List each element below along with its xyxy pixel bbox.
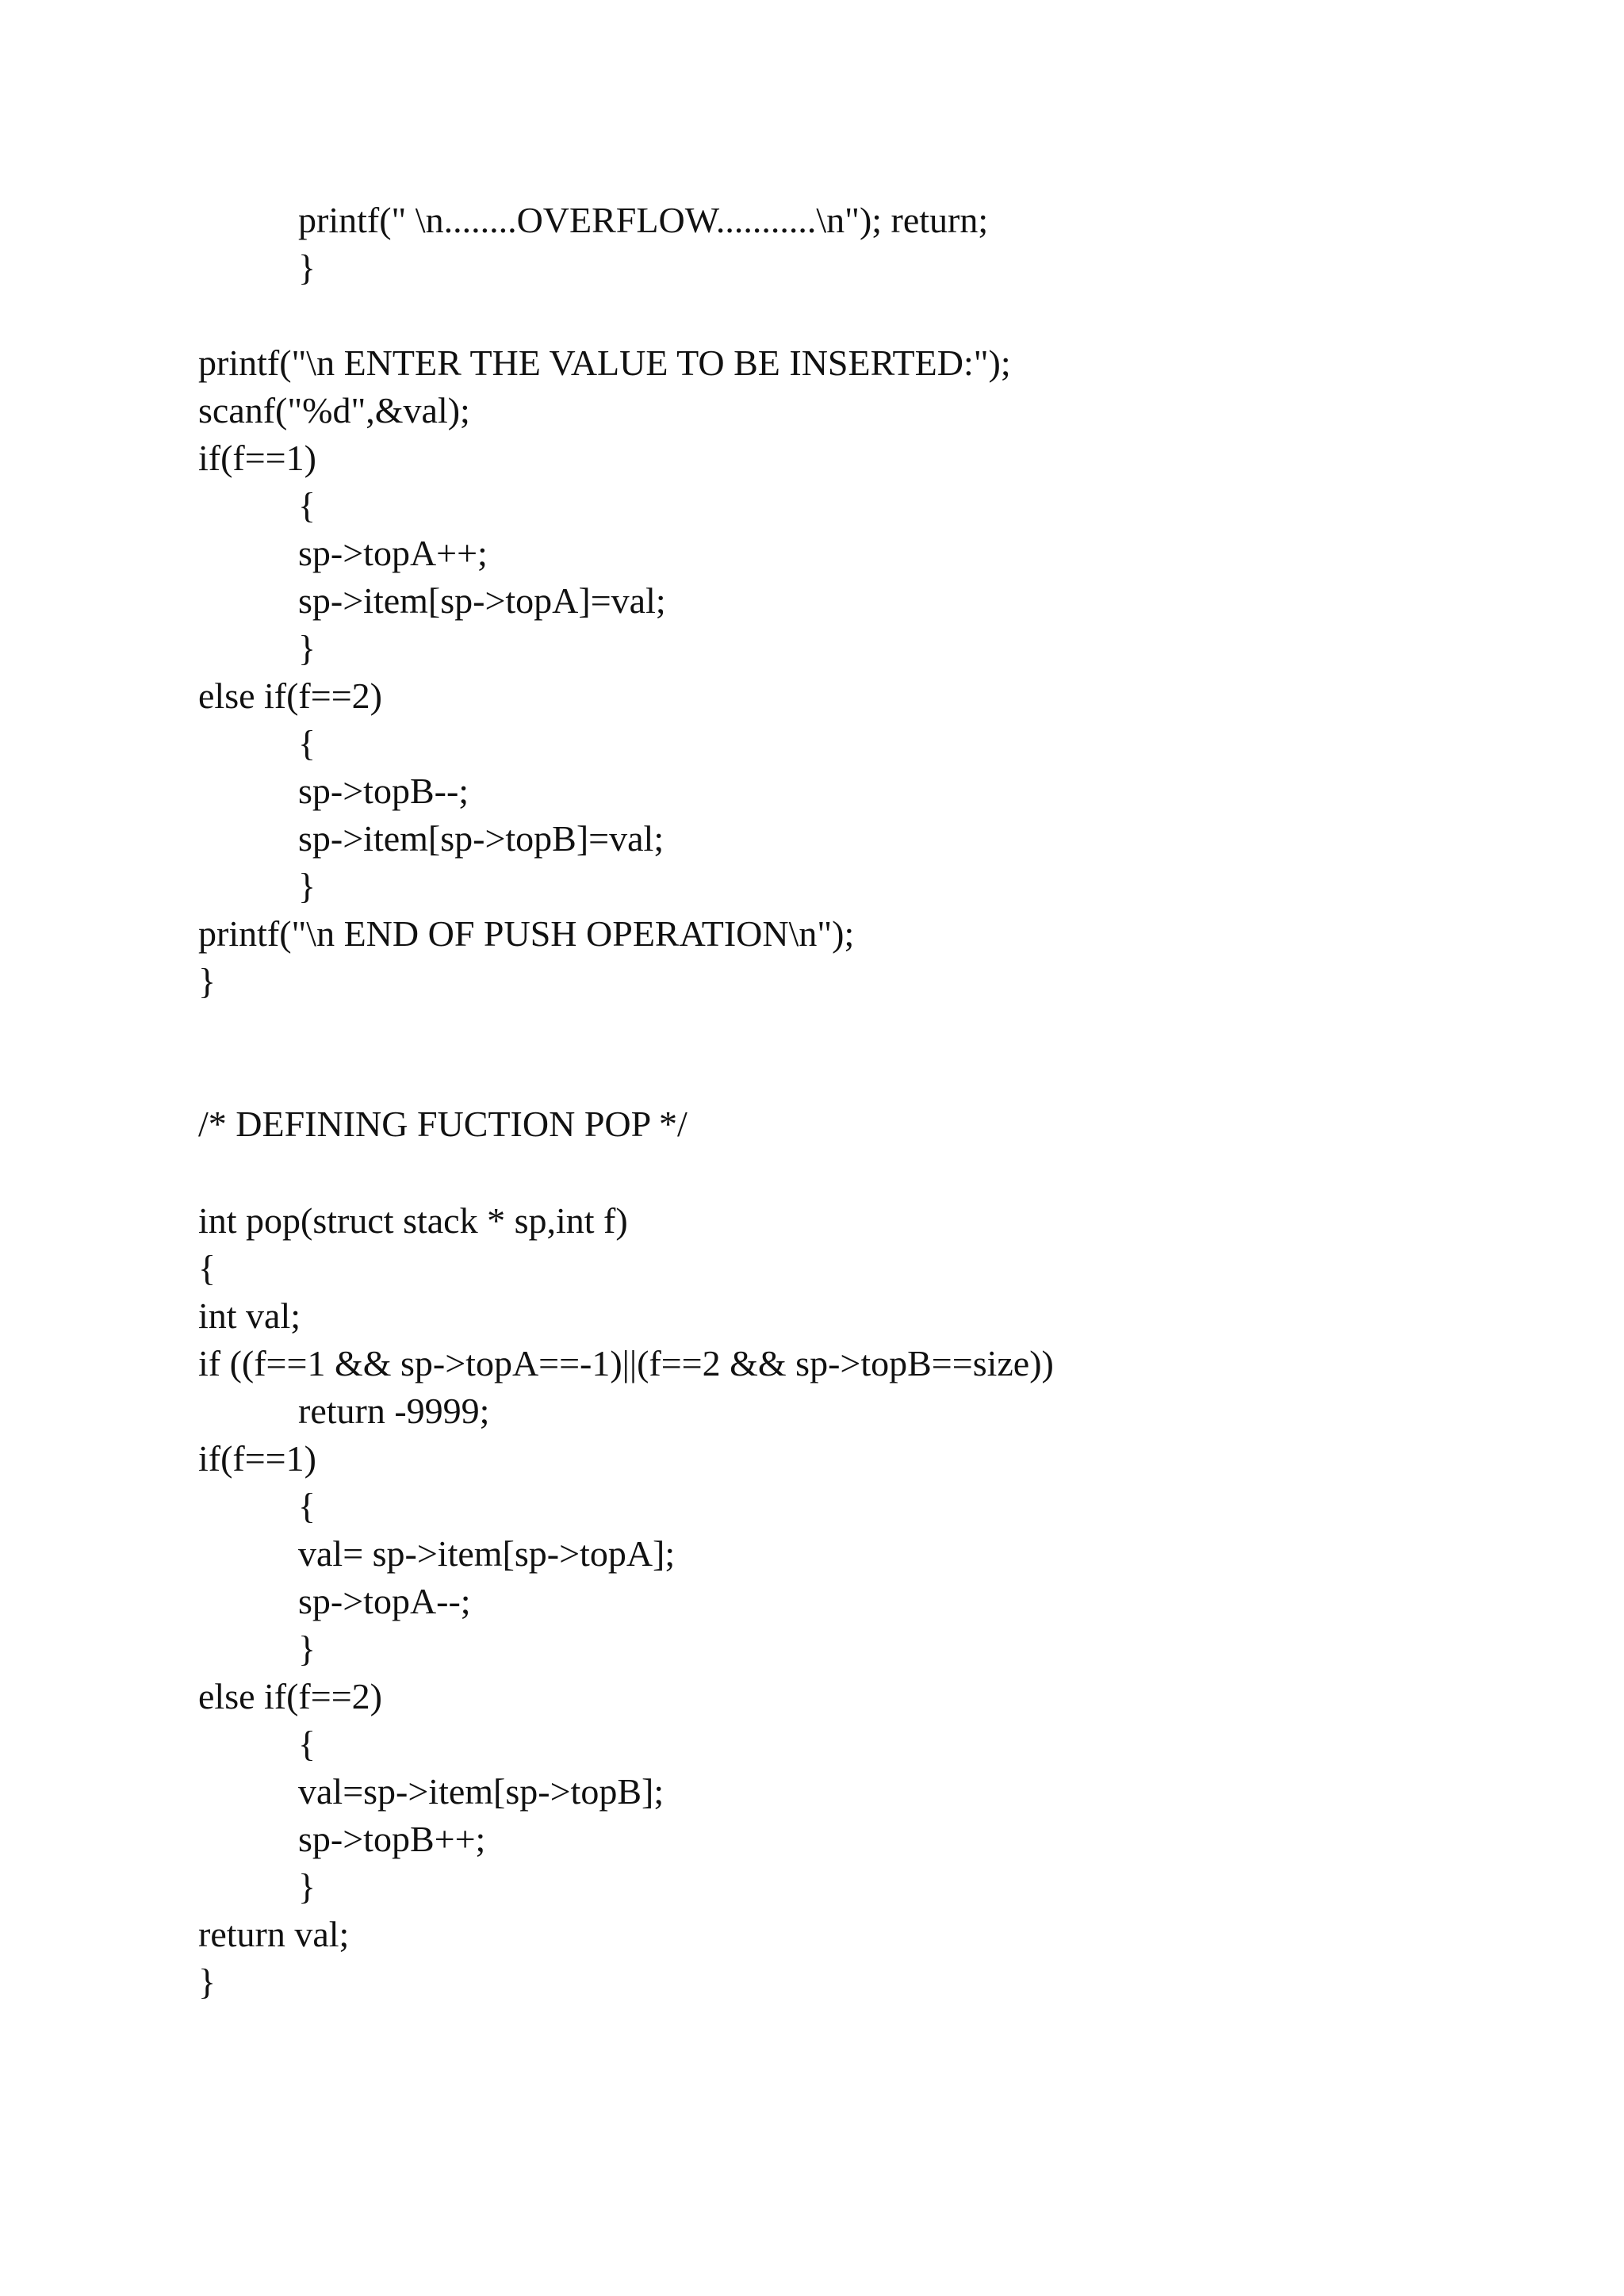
code-line: printf("\n ENTER THE VALUE TO BE INSERTED:"); (198, 342, 1011, 383)
code-line: { (298, 723, 316, 763)
code-line: } (298, 247, 316, 288)
code-line: if(f==1) (198, 1438, 316, 1479)
code-line: { (298, 485, 316, 526)
code-line: } (298, 1628, 316, 1669)
code-line: sp->item[sp->topB]=val; (298, 818, 665, 859)
code-line: printf("\n END OF PUSH OPERATION\n"); (198, 913, 855, 954)
code-line: int val; (198, 1295, 301, 1336)
code-line: { (298, 1486, 316, 1526)
code-line: sp->item[sp->topA]=val; (298, 580, 666, 621)
code-line: } (198, 1961, 216, 2002)
code-line: val= sp->item[sp->topA]; (298, 1533, 676, 1574)
code-line: /* DEFINING FUCTION POP */ (198, 1104, 688, 1144)
code-line: printf(" \n........OVERFLOW...........\n"); return; (298, 200, 989, 240)
code-line: } (198, 961, 216, 1001)
code-line: return -9999; (298, 1391, 490, 1431)
code-line: sp->topA++; (298, 533, 488, 573)
code-line: return val; (198, 1914, 350, 1954)
code-line: else if(f==2) (198, 1676, 382, 1716)
code-line: } (298, 866, 316, 906)
code-line: } (298, 1866, 316, 1907)
code-line: scanf("%d",&val); (198, 390, 470, 430)
code-line: val=sp->item[sp->topB]; (298, 1771, 665, 1812)
code-line: int pop(struct stack * sp,int f) (198, 1200, 628, 1241)
code-line: { (298, 1724, 316, 1764)
code-line: sp->topB--; (298, 771, 469, 811)
code-line: { (198, 1248, 216, 1288)
code-line: sp->topB++; (298, 1819, 486, 1859)
code-line: else if(f==2) (198, 675, 382, 716)
code-line: if(f==1) (198, 438, 316, 478)
code-line: } (298, 628, 316, 668)
code-line: if ((f==1 && sp->topA==-1)||(f==2 && sp->topB==size)) (198, 1343, 1054, 1383)
code-line: sp->topA--; (298, 1581, 471, 1621)
